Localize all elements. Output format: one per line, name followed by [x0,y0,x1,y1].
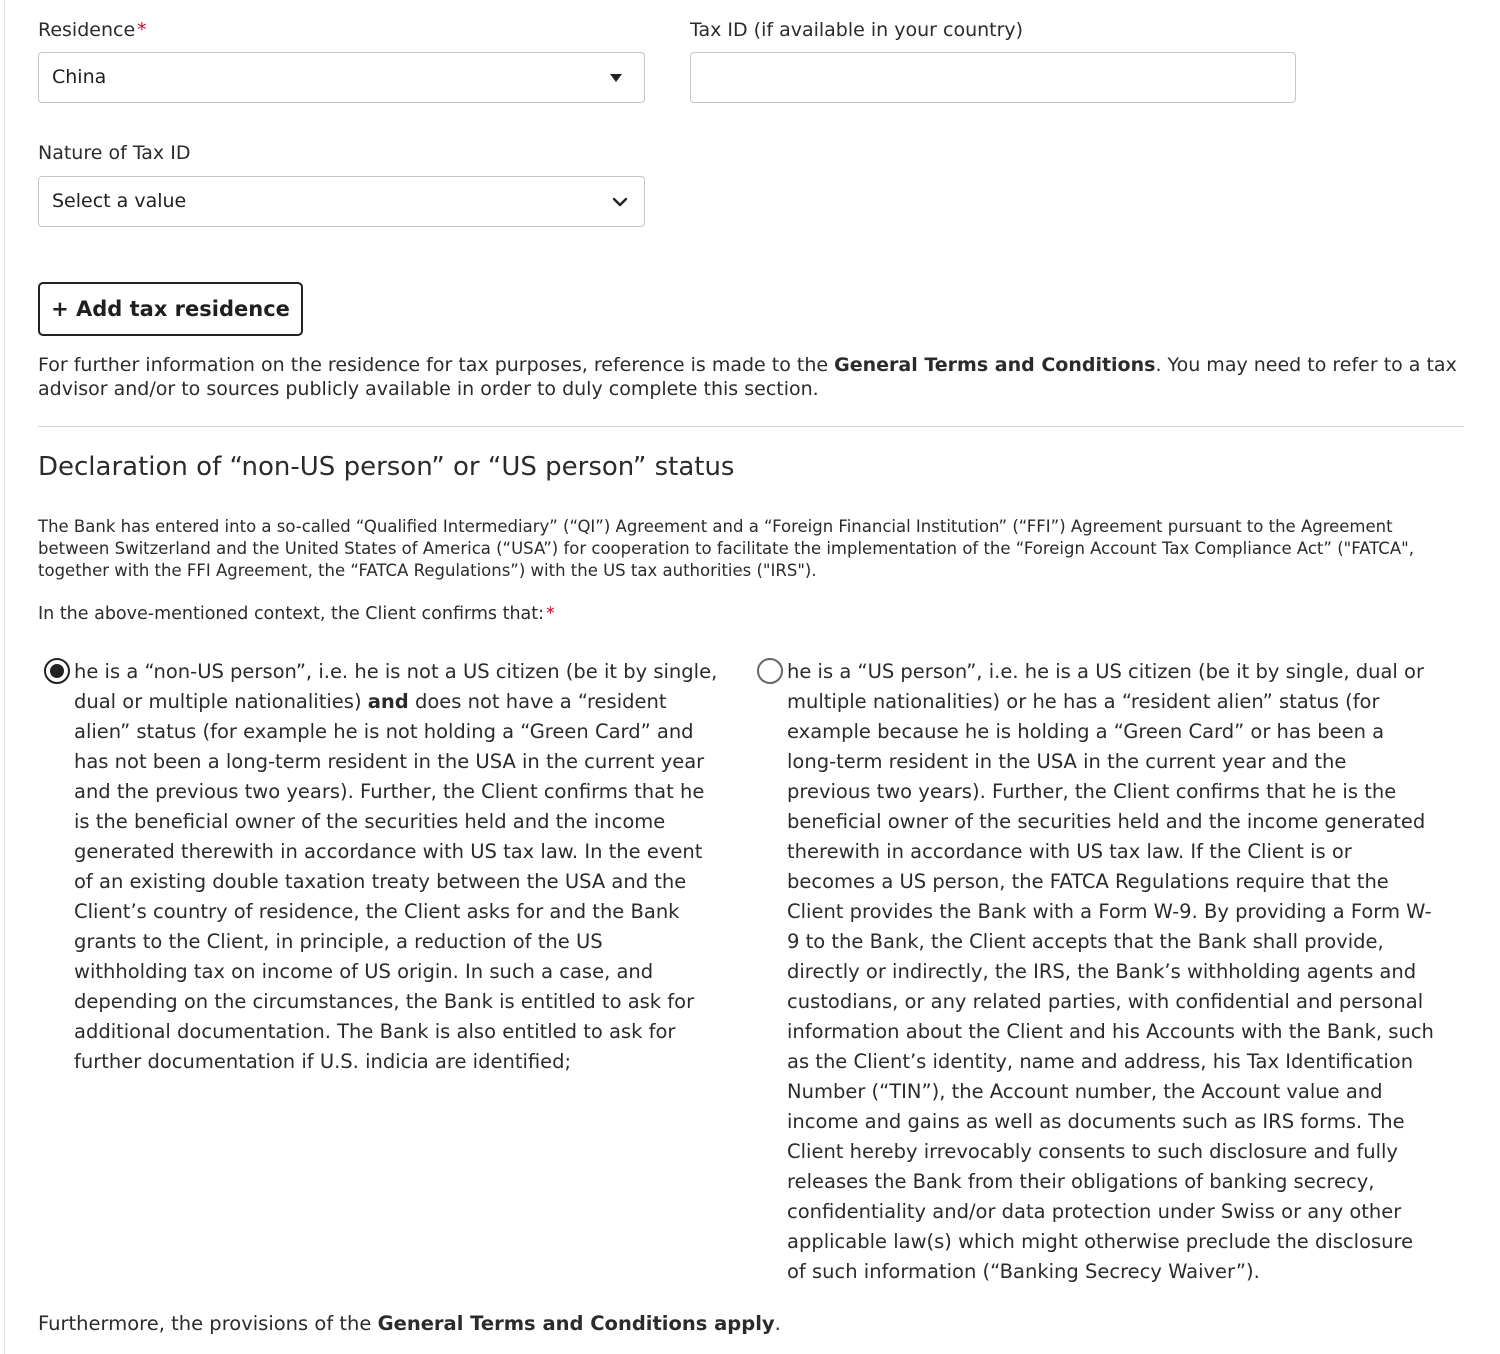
declaration-title: Declaration of “non-US person” or “US person” status [38,452,735,482]
declaration-intro: The Bank has entered into a so-called “Qualified Intermediary” (“QI”) Agreement and a “Foreign Financial Institution” (“FFI”) Agreement pursuant to the Agreement between Switzerland and the United States of America (“USA”) for cooperation to facilitate the implementation of the “Foreign Account Tax Compliance Act” ("FATCA", together with the FFI Agreement, the “FATCA Regulations”) with the US tax authorities ("IRS"). [38,517,1414,580]
page-left-border [4,0,5,1354]
confirm-label [38,604,555,624]
residence-label-text: Residence [38,19,136,41]
non-us-text-part-end: does not have a “resident alien” status (for example he is not holding a “Green Card” and has not been a long-term resident in the USA in the current year and the previous two years). Further, the Client confirms that he is the beneficial owner of the securities held and the income generated therewith in accordance with US tax law. In the event of an existing double taxation treaty between the USA and the Client’s country of residence, the Client asks for and the Bank grants to the Client, in principle, a reduction of the US withholding tax on income of US origin. In such a case, and depending on the circumstances, the Bank is entitled to ask for additional documentation. The Bank is also entitled to ask for further documentation if U.S. indicia are identified; [74,690,705,1073]
residence-select[interactable] [38,52,645,103]
nature-tax-id-select[interactable] [38,176,645,227]
us-person-radio[interactable] [757,658,783,684]
non-us-text-part: he is a “non-US person”, i.e. he is not a US citizen (be it by single, dual or multiple nationalities) [74,660,718,713]
tax-info-text: For further information on the residence for tax purposes, reference is made to the [38,354,835,376]
non-us-person-option-text[interactable] [74,657,718,1077]
nature-tax-id-select-value: Select a value [52,190,187,212]
footer-text-end: . [774,1312,781,1335]
footer-general-terms: General Terms and Conditions apply [377,1312,775,1335]
us-person-option-text[interactable]: he is a “US person”, i.e. he is a US citizen (be it by single, dual or multiple nationalities) or he has a “resident alien” status (for example because he is holding a “Green Card” or has been a long-term resident in the USA in the current year and the previous two years). Further, the Client confirms that he is the beneficial owner of the securities held and the income generated therewith in accordance with US tax law. If the Client is or becomes a US person, the FATCA Regulations require that the Client provides the Bank with a Form W-9. By providing a Form W-9 to the Bank, the Client accepts that the Bank shall provide, directly or indirectly, the IRS, the Bank’s withholding agents and custodians, or any related parties, with confidential and personal information about the Client and his Accounts with the Bank, such as the Client’s identity, name and address, his Tax Identification Number (“TIN”), the Account number, the Account value and income and gains as well as documents such as IRS forms. The Client hereby irrevocably consents to such disclosure and fully releases the Bank from their obligations of banking secrecy, confidentiality and/or data protection under Swiss or any other applicable law(s) which might otherwise preclude the disclosure of such information (“Banking Secrecy Waiver”). [787,660,1434,1283]
residence-label [38,19,147,41]
caret-down-icon [610,74,622,82]
non-us-person-radio[interactable] [44,658,70,684]
section-divider [38,426,1464,427]
required-asterisk: * [137,19,147,41]
tax-info-text-end: . You may need to refer to a tax advisor and/or to sources publicly available in order to duly complete this section. [38,354,1457,400]
footer-note [38,1312,781,1335]
nature-tax-id-label: Nature of Tax ID [38,142,191,164]
tax-info-paragraph [38,353,1464,401]
chevron-down-icon [610,192,630,212]
footer-text: Furthermore, the provisions of the [38,1312,378,1335]
general-terms-reference: General Terms and Conditions [834,354,1156,376]
residence-select-value: China [52,66,107,88]
tax-id-label: Tax ID (if available in your country) [690,19,1024,41]
tax-id-input[interactable] [690,52,1296,103]
required-asterisk: * [546,604,555,624]
confirm-label-text: In the above-mentioned context, the Client confirms that: [38,604,545,624]
non-us-text-bold: and [367,690,409,713]
add-tax-residence-button[interactable]: + Add tax residence [38,282,303,336]
